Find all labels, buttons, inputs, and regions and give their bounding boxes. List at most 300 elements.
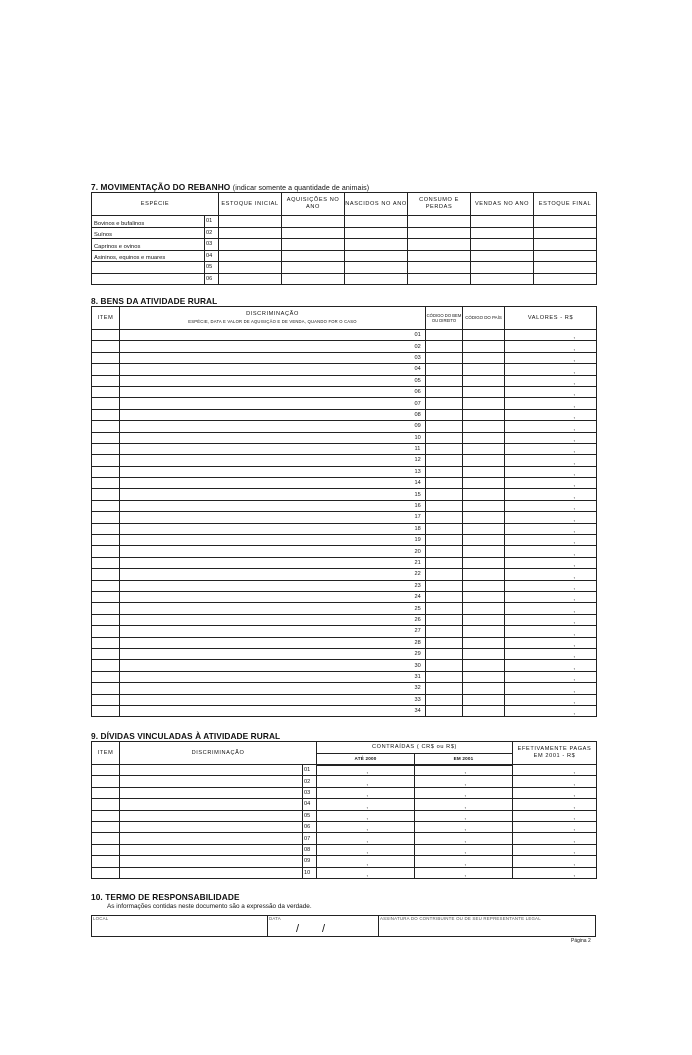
row-number: 09 — [414, 421, 426, 432]
valor-cell[interactable] — [505, 546, 597, 557]
livestock-row — [92, 262, 597, 274]
item-cell[interactable] — [92, 500, 120, 511]
valor-cell[interactable] — [505, 694, 597, 705]
item-cell[interactable] — [92, 557, 120, 568]
codigo-pais-cell[interactable] — [463, 580, 505, 591]
em-2001-cell[interactable] — [415, 844, 513, 855]
row-number: 04 — [414, 364, 426, 375]
codigo-pais-cell[interactable] — [463, 671, 505, 682]
row-number: 01 — [303, 765, 317, 776]
quantity-cell[interactable] — [534, 262, 597, 274]
quantity-cell[interactable] — [345, 239, 408, 251]
codigo-pais-cell[interactable] — [463, 546, 505, 557]
item-cell[interactable] — [92, 705, 120, 716]
codigo-pais-cell[interactable] — [463, 398, 505, 409]
codigo-bem-cell[interactable] — [426, 489, 463, 500]
quantity-cell[interactable] — [219, 227, 282, 239]
discriminacao-cell[interactable] — [120, 856, 303, 867]
decimal-separator: , — [573, 792, 576, 799]
discriminacao-cell[interactable] — [120, 489, 414, 500]
ate-2000-cell[interactable] — [317, 867, 415, 878]
quantity-cell[interactable] — [534, 216, 597, 228]
item-cell[interactable] — [92, 867, 120, 878]
pagas-cell[interactable] — [513, 799, 597, 810]
em-2001-cell[interactable] — [415, 867, 513, 878]
quantity-cell[interactable] — [408, 239, 471, 251]
item-cell[interactable] — [92, 443, 120, 454]
quantity-cell[interactable] — [534, 227, 597, 239]
discriminacao-cell[interactable] — [120, 580, 414, 591]
quantity-cell[interactable] — [219, 262, 282, 274]
codigo-bem-cell[interactable] — [426, 557, 463, 568]
discriminacao-cell[interactable] — [120, 637, 414, 648]
rural-debts-table — [91, 741, 597, 879]
quantity-cell[interactable] — [219, 239, 282, 251]
valor-cell[interactable] — [505, 466, 597, 477]
codigo-pais-cell[interactable] — [463, 432, 505, 443]
discriminacao-cell[interactable] — [120, 341, 414, 352]
codigo-pais-cell[interactable] — [463, 375, 505, 386]
item-cell[interactable] — [92, 603, 120, 614]
item-cell[interactable] — [92, 546, 120, 557]
discriminacao-cell[interactable] — [120, 330, 414, 341]
discriminacao-cell[interactable] — [120, 648, 414, 659]
decimal-separator: , — [573, 780, 576, 787]
codigo-bem-cell[interactable] — [426, 398, 463, 409]
item-cell[interactable] — [92, 626, 120, 637]
decimal-separator: , — [573, 505, 575, 512]
date-separator-1: / — [296, 923, 300, 935]
codigo-pais-cell[interactable] — [463, 466, 505, 477]
codigo-pais-cell[interactable] — [463, 455, 505, 466]
quantity-cell[interactable] — [408, 216, 471, 228]
valor-cell[interactable] — [505, 671, 597, 682]
valor-cell[interactable] — [505, 535, 597, 546]
asset-row — [92, 626, 597, 637]
valor-cell[interactable] — [505, 614, 597, 625]
rural-assets-table — [91, 306, 597, 717]
decimal-separator: , — [573, 539, 575, 546]
valor-cell[interactable] — [505, 648, 597, 659]
row-number: 20 — [414, 546, 426, 557]
valor-cell[interactable] — [505, 386, 597, 397]
codigo-pais-cell[interactable] — [463, 637, 505, 648]
asset-row — [92, 432, 597, 443]
valor-cell[interactable] — [505, 637, 597, 648]
item-cell[interactable] — [92, 683, 120, 694]
decimal-separator: , — [573, 607, 575, 614]
discriminacao-cell[interactable] — [120, 694, 414, 705]
item-cell[interactable] — [92, 671, 120, 682]
codigo-pais-cell[interactable] — [463, 694, 505, 705]
discriminacao-cell[interactable] — [120, 421, 414, 432]
valor-cell[interactable] — [505, 580, 597, 591]
debt-row — [92, 787, 597, 798]
codigo-bem-cell[interactable] — [426, 466, 463, 477]
item-cell[interactable] — [92, 844, 120, 855]
quantity-cell[interactable] — [471, 250, 534, 262]
decimal-separator: , — [573, 562, 575, 569]
em-2001-cell[interactable] — [415, 821, 513, 832]
codigo-bem-cell[interactable] — [426, 569, 463, 580]
codigo-pais-cell[interactable] — [463, 478, 505, 489]
discriminacao-cell[interactable] — [120, 546, 414, 557]
valor-cell[interactable] — [505, 375, 597, 386]
discriminacao-cell[interactable] — [120, 833, 303, 844]
ate-2000-cell[interactable] — [317, 821, 415, 832]
valor-cell[interactable] — [505, 421, 597, 432]
discriminacao-cell[interactable] — [120, 386, 414, 397]
codigo-pais-cell[interactable] — [463, 386, 505, 397]
codigo-pais-cell[interactable] — [463, 489, 505, 500]
codigo-bem-cell[interactable] — [426, 512, 463, 523]
ate-2000-cell[interactable] — [317, 856, 415, 867]
quantity-cell[interactable] — [534, 239, 597, 251]
discriminacao-cell[interactable] — [120, 398, 414, 409]
discriminacao-cell[interactable] — [120, 614, 414, 625]
decimal-separator: , — [464, 780, 467, 787]
em-2001-cell[interactable] — [415, 833, 513, 844]
codigo-bem-cell[interactable] — [426, 478, 463, 489]
codigo-bem-cell[interactable] — [426, 409, 463, 420]
codigo-bem-cell[interactable] — [426, 546, 463, 557]
codigo-pais-cell[interactable] — [463, 603, 505, 614]
item-cell[interactable] — [92, 432, 120, 443]
codigo-bem-cell[interactable] — [426, 330, 463, 341]
valor-cell[interactable] — [505, 341, 597, 352]
item-cell[interactable] — [92, 591, 120, 602]
asset-row — [92, 683, 597, 694]
codigo-bem-cell[interactable] — [426, 683, 463, 694]
col-estoque-final: ESTOQUE FINAL — [534, 193, 597, 216]
ate-2000-cell[interactable] — [317, 776, 415, 787]
codigo-pais-cell[interactable] — [463, 648, 505, 659]
quantity-cell[interactable] — [408, 227, 471, 239]
valor-cell[interactable] — [505, 455, 597, 466]
codigo-bem-cell[interactable] — [426, 626, 463, 637]
codigo-bem-cell[interactable] — [426, 523, 463, 534]
item-cell[interactable] — [92, 694, 120, 705]
item-cell[interactable] — [92, 398, 120, 409]
species-label — [92, 262, 205, 274]
codigo-pais-cell[interactable] — [463, 626, 505, 637]
discriminacao-cell[interactable] — [120, 443, 414, 454]
item-cell[interactable] — [92, 512, 120, 523]
codigo-bem-cell[interactable] — [426, 705, 463, 716]
codigo-pais-cell[interactable] — [463, 569, 505, 580]
item-cell[interactable] — [92, 330, 120, 341]
item-cell[interactable] — [92, 856, 120, 867]
discriminacao-cell[interactable] — [120, 352, 414, 363]
codigo-pais-cell[interactable] — [463, 500, 505, 511]
codigo-bem-cell[interactable] — [426, 375, 463, 386]
discriminacao-cell[interactable] — [120, 765, 303, 776]
discriminacao-cell[interactable] — [120, 455, 414, 466]
item-cell[interactable] — [92, 523, 120, 534]
discriminacao-cell[interactable] — [120, 810, 303, 821]
item-cell[interactable] — [92, 833, 120, 844]
asset-row — [92, 421, 597, 432]
pagas-cell[interactable] — [513, 810, 597, 821]
quantity-cell[interactable] — [345, 273, 408, 285]
quantity-cell[interactable] — [408, 262, 471, 274]
row-number: 05 — [414, 375, 426, 386]
codigo-pais-cell[interactable] — [463, 683, 505, 694]
codigo-bem-cell[interactable] — [426, 341, 463, 352]
quantity-cell[interactable] — [282, 216, 345, 228]
quantity-cell[interactable] — [471, 262, 534, 274]
valor-cell[interactable] — [505, 432, 597, 443]
valor-cell[interactable] — [505, 489, 597, 500]
col-valores: VALORES - R$ — [505, 307, 597, 330]
codigo-bem-cell[interactable] — [426, 603, 463, 614]
valor-cell[interactable] — [505, 683, 597, 694]
quantity-cell[interactable] — [282, 239, 345, 251]
discriminacao-cell[interactable] — [120, 523, 414, 534]
item-cell[interactable] — [92, 648, 120, 659]
signature-field[interactable] — [378, 915, 596, 937]
quantity-cell[interactable] — [282, 262, 345, 274]
item-cell[interactable] — [92, 409, 120, 420]
codigo-pais-cell[interactable] — [463, 352, 505, 363]
codigo-pais-cell[interactable] — [463, 614, 505, 625]
discriminacao-cell[interactable] — [120, 478, 414, 489]
discriminacao-cell[interactable] — [120, 466, 414, 477]
valor-cell[interactable] — [505, 443, 597, 454]
codigo-bem-cell[interactable] — [426, 364, 463, 375]
discriminacao-cell[interactable] — [120, 867, 303, 878]
row-number: 04 — [303, 799, 317, 810]
quantity-cell[interactable] — [408, 273, 471, 285]
discriminacao-cell[interactable] — [120, 705, 414, 716]
asset-row — [92, 648, 597, 659]
ate-2000-cell[interactable] — [317, 799, 415, 810]
valor-cell[interactable] — [505, 398, 597, 409]
item-cell[interactable] — [92, 535, 120, 546]
discriminacao-cell[interactable] — [120, 569, 414, 580]
quantity-cell[interactable] — [471, 216, 534, 228]
discriminacao-cell[interactable] — [120, 821, 303, 832]
item-cell[interactable] — [92, 614, 120, 625]
valor-cell[interactable] — [505, 512, 597, 523]
col-discriminacao-sub: ESPÉCIE, DATA E VALOR DE AQUISIÇÃO E DE VENDA, QUANDO FOR O CASO — [188, 319, 357, 324]
pagas-cell[interactable] — [513, 776, 597, 787]
item-cell[interactable] — [92, 660, 120, 671]
discriminacao-cell[interactable] — [120, 799, 303, 810]
discriminacao-cell[interactable] — [120, 626, 414, 637]
quantity-cell[interactable] — [534, 273, 597, 285]
asset-row — [92, 398, 597, 409]
valor-cell[interactable] — [505, 352, 597, 363]
row-number: 19 — [414, 535, 426, 546]
codigo-bem-cell[interactable] — [426, 535, 463, 546]
discriminacao-cell[interactable] — [120, 844, 303, 855]
codigo-bem-cell[interactable] — [426, 637, 463, 648]
codigo-bem-cell[interactable] — [426, 500, 463, 511]
quantity-cell[interactable] — [345, 227, 408, 239]
discriminacao-cell[interactable] — [120, 364, 414, 375]
quantity-cell[interactable] — [471, 239, 534, 251]
codigo-bem-cell[interactable] — [426, 443, 463, 454]
item-cell[interactable] — [92, 455, 120, 466]
valor-cell[interactable] — [505, 330, 597, 341]
quantity-cell[interactable] — [471, 227, 534, 239]
discriminacao-cell[interactable] — [120, 512, 414, 523]
item-cell[interactable] — [92, 569, 120, 580]
em-2001-cell[interactable] — [415, 765, 513, 776]
codigo-bem-cell[interactable] — [426, 352, 463, 363]
ate-2000-cell[interactable] — [317, 833, 415, 844]
quantity-cell[interactable] — [345, 262, 408, 274]
item-cell[interactable] — [92, 352, 120, 363]
asset-row — [92, 478, 597, 489]
codigo-pais-cell[interactable] — [463, 660, 505, 671]
discriminacao-cell[interactable] — [120, 591, 414, 602]
discriminacao-cell[interactable] — [120, 683, 414, 694]
quantity-cell[interactable] — [282, 250, 345, 262]
valor-cell[interactable] — [505, 591, 597, 602]
valor-cell[interactable] — [505, 478, 597, 489]
item-cell[interactable] — [92, 489, 120, 500]
ate-2000-cell[interactable] — [317, 787, 415, 798]
quantity-cell[interactable] — [345, 250, 408, 262]
decimal-separator: , — [464, 803, 467, 810]
asset-row — [92, 580, 597, 591]
item-cell[interactable] — [92, 799, 120, 810]
discriminacao-cell[interactable] — [120, 432, 414, 443]
row-number: 22 — [414, 569, 426, 580]
quantity-cell[interactable] — [219, 250, 282, 262]
decimal-separator: , — [573, 584, 575, 591]
decimal-separator: , — [573, 528, 575, 535]
codigo-bem-cell[interactable] — [426, 432, 463, 443]
pagas-cell[interactable] — [513, 833, 597, 844]
valor-cell[interactable] — [505, 603, 597, 614]
item-cell[interactable] — [92, 466, 120, 477]
local-field[interactable] — [91, 915, 268, 937]
codigo-bem-cell[interactable] — [426, 694, 463, 705]
valor-cell[interactable] — [505, 705, 597, 716]
quantity-cell[interactable] — [345, 216, 408, 228]
ate-2000-cell[interactable] — [317, 810, 415, 821]
codigo-pais-cell[interactable] — [463, 591, 505, 602]
quantity-cell[interactable] — [534, 250, 597, 262]
item-cell[interactable] — [92, 765, 120, 776]
quantity-cell[interactable] — [471, 273, 534, 285]
codigo-bem-cell[interactable] — [426, 421, 463, 432]
item-cell[interactable] — [92, 421, 120, 432]
discriminacao-cell[interactable] — [120, 603, 414, 614]
valor-cell[interactable] — [505, 364, 597, 375]
item-cell[interactable] — [92, 375, 120, 386]
quantity-cell[interactable] — [282, 273, 345, 285]
valor-cell[interactable] — [505, 569, 597, 580]
discriminacao-cell[interactable] — [120, 557, 414, 568]
ate-2000-cell[interactable] — [317, 844, 415, 855]
codigo-bem-cell[interactable] — [426, 671, 463, 682]
codigo-pais-cell[interactable] — [463, 330, 505, 341]
item-cell[interactable] — [92, 810, 120, 821]
pagas-cell[interactable] — [513, 867, 597, 878]
codigo-bem-cell[interactable] — [426, 591, 463, 602]
quantity-cell[interactable] — [282, 227, 345, 239]
codigo-pais-cell[interactable] — [463, 705, 505, 716]
codigo-bem-cell[interactable] — [426, 660, 463, 671]
em-2001-cell[interactable] — [415, 799, 513, 810]
codigo-bem-cell[interactable] — [426, 648, 463, 659]
codigo-pais-cell[interactable] — [463, 443, 505, 454]
valor-cell[interactable] — [505, 523, 597, 534]
quantity-cell[interactable] — [219, 216, 282, 228]
quantity-cell[interactable] — [219, 273, 282, 285]
quantity-cell[interactable] — [408, 250, 471, 262]
asset-row — [92, 671, 597, 682]
codigo-pais-cell[interactable] — [463, 535, 505, 546]
codigo-pais-cell[interactable] — [463, 364, 505, 375]
valor-cell[interactable] — [505, 557, 597, 568]
item-cell[interactable] — [92, 637, 120, 648]
decimal-separator: , — [366, 769, 368, 776]
debt-row — [92, 810, 597, 821]
ate-2000-cell[interactable] — [317, 765, 415, 776]
item-cell[interactable] — [92, 478, 120, 489]
item-cell[interactable] — [92, 386, 120, 397]
codigo-pais-cell[interactable] — [463, 512, 505, 523]
codigo-bem-cell[interactable] — [426, 614, 463, 625]
em-2001-cell[interactable] — [415, 856, 513, 867]
em-2001-cell[interactable] — [415, 776, 513, 787]
valor-cell[interactable] — [505, 660, 597, 671]
discriminacao-cell[interactable] — [120, 500, 414, 511]
pagas-cell[interactable] — [513, 765, 597, 776]
codigo-pais-cell[interactable] — [463, 421, 505, 432]
codigo-bem-cell[interactable] — [426, 455, 463, 466]
codigo-bem-cell[interactable] — [426, 386, 463, 397]
pagas-cell[interactable] — [513, 821, 597, 832]
item-cell[interactable] — [92, 821, 120, 832]
date-field[interactable] — [267, 915, 379, 937]
codigo-pais-cell[interactable] — [463, 523, 505, 534]
decimal-separator: , — [366, 814, 368, 821]
em-2001-cell[interactable] — [415, 787, 513, 798]
item-cell[interactable] — [92, 364, 120, 375]
decimal-separator: , — [366, 837, 368, 844]
item-cell[interactable] — [92, 580, 120, 591]
codigo-pais-cell[interactable] — [463, 409, 505, 420]
codigo-pais-cell[interactable] — [463, 557, 505, 568]
pagas-cell[interactable] — [513, 844, 597, 855]
discriminacao-cell[interactable] — [120, 787, 303, 798]
valor-cell[interactable] — [505, 409, 597, 420]
discriminacao-cell[interactable] — [120, 375, 414, 386]
discriminacao-cell[interactable] — [120, 660, 414, 671]
valor-cell[interactable] — [505, 500, 597, 511]
valor-cell[interactable] — [505, 626, 597, 637]
pagas-cell[interactable] — [513, 856, 597, 867]
item-cell[interactable] — [92, 787, 120, 798]
discriminacao-cell[interactable] — [120, 671, 414, 682]
codigo-pais-cell[interactable] — [463, 341, 505, 352]
discriminacao-cell[interactable] — [120, 409, 414, 420]
discriminacao-cell[interactable] — [120, 776, 303, 787]
pagas-cell[interactable] — [513, 787, 597, 798]
discriminacao-cell[interactable] — [120, 535, 414, 546]
em-2001-cell[interactable] — [415, 810, 513, 821]
codigo-bem-cell[interactable] — [426, 580, 463, 591]
item-cell[interactable] — [92, 776, 120, 787]
row-number: 23 — [414, 580, 426, 591]
item-cell[interactable] — [92, 341, 120, 352]
